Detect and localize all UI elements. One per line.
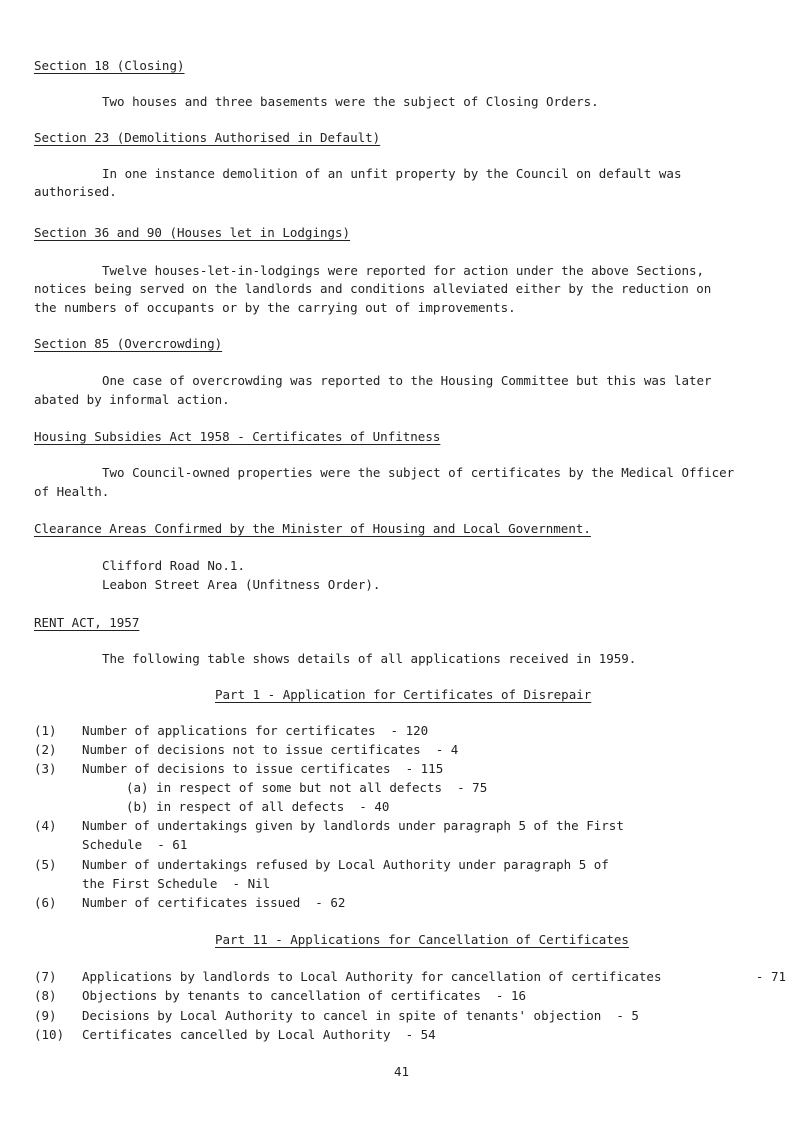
section-text-18: Two houses and three basements were the subject of Closing Orders. [102, 94, 599, 109]
section-text-36-line2: notices being served on the landlords and conditions alleviated either by the reduction on [34, 281, 712, 296]
part2-item-num: (8) [34, 988, 57, 1003]
part2-title: Part 11 - Applications for Cancellation of Certificates [215, 932, 629, 947]
section-text-subsidies-line2: of Health. [34, 484, 110, 499]
part1-item-text: Number of undertakings refused by Local Authority under paragraph 5 of [82, 857, 609, 872]
part1-item-text: Number of certificates issued - 62 [82, 895, 346, 910]
part1-subitem-text: (b) in respect of all defects - 40 [126, 799, 390, 814]
part1-item-text: Number of decisions not to issue certificates - 4 [82, 742, 459, 757]
section-text-36-line1: Twelve houses-let-in-lodgings were reported for action under the above Sections, [102, 263, 705, 278]
part2-item-text: Decisions by Local Authority to cancel in spite of tenants' objection - 5 [82, 1008, 639, 1023]
part1-title: Part 1 - Application for Certificates of Disrepair [215, 687, 592, 702]
part2-item-text: Objections by tenants to cancellation of certificates - 16 [82, 988, 527, 1003]
section-text-36-line3: the numbers of occupants or by the carrying out of improvements. [34, 300, 516, 315]
part2-item-text: Applications by landlords to Local Authority for cancellation of certificates [82, 969, 662, 984]
section-heading-rent-act: RENT ACT, 1957 [34, 615, 140, 630]
part1-item-text: Number of undertakings given by landlords under paragraph 5 of the First [82, 818, 624, 833]
part1-item-num: (2) [34, 742, 57, 757]
part2-item-num: (7) [34, 969, 57, 984]
part1-item-num: (1) [34, 723, 57, 738]
page-number: 41 [394, 1064, 410, 1079]
part1-item-continuation: Schedule - 61 [82, 837, 188, 852]
part2-item-value: - 71 [755, 969, 786, 984]
part2-item-num: (10) [34, 1027, 65, 1042]
section-heading-23: Section 23 (Demolitions Authorised in Default) [34, 130, 381, 145]
section-heading-clearance-areas: Clearance Areas Confirmed by the Minister of Housing and Local Government. [34, 521, 591, 536]
part2-item-text: Certificates cancelled by Local Authority - 54 [82, 1027, 436, 1042]
part1-item-num: (6) [34, 895, 57, 910]
clearance-area-2: Leabon Street Area (Unfitness Order). [102, 577, 381, 592]
section-text-85-line1: One case of overcrowding was reported to the Housing Committee but this was later [102, 373, 712, 388]
part1-item-num: (5) [34, 857, 57, 872]
part1-item-text: Number of applications for certificates - 120 [82, 723, 429, 738]
section-text-23-line1: In one instance demolition of an unfit property by the Council on default was [102, 166, 682, 181]
part1-item-num: (3) [34, 761, 57, 776]
part1-item-text: Number of decisions to issue certificates - 115 [82, 761, 444, 776]
section-heading-18: Section 18 (Closing) [34, 58, 185, 73]
part2-item-num: (9) [34, 1008, 57, 1023]
rent-act-intro: The following table shows details of all applications received in 1959. [102, 651, 637, 666]
part1-item-continuation: the First Schedule - Nil [82, 876, 271, 891]
section-heading-85: Section 85 (Overcrowding) [34, 336, 223, 351]
section-text-23-line2: authorised. [34, 184, 117, 199]
section-heading-36-90: Section 36 and 90 (Houses let in Lodgings) [34, 225, 351, 240]
clearance-area-1: Clifford Road No.1. [102, 558, 245, 573]
section-text-85-line2: abated by informal action. [34, 392, 230, 407]
part1-subitem-text: (a) in respect of some but not all defects - 75 [126, 780, 488, 795]
part1-item-num: (4) [34, 818, 57, 833]
section-heading-housing-subsidies: Housing Subsidies Act 1958 - Certificates of Unfitness [34, 429, 441, 444]
section-text-subsidies-line1: Two Council-owned properties were the subject of certificates by the Medical Officer [102, 465, 735, 480]
